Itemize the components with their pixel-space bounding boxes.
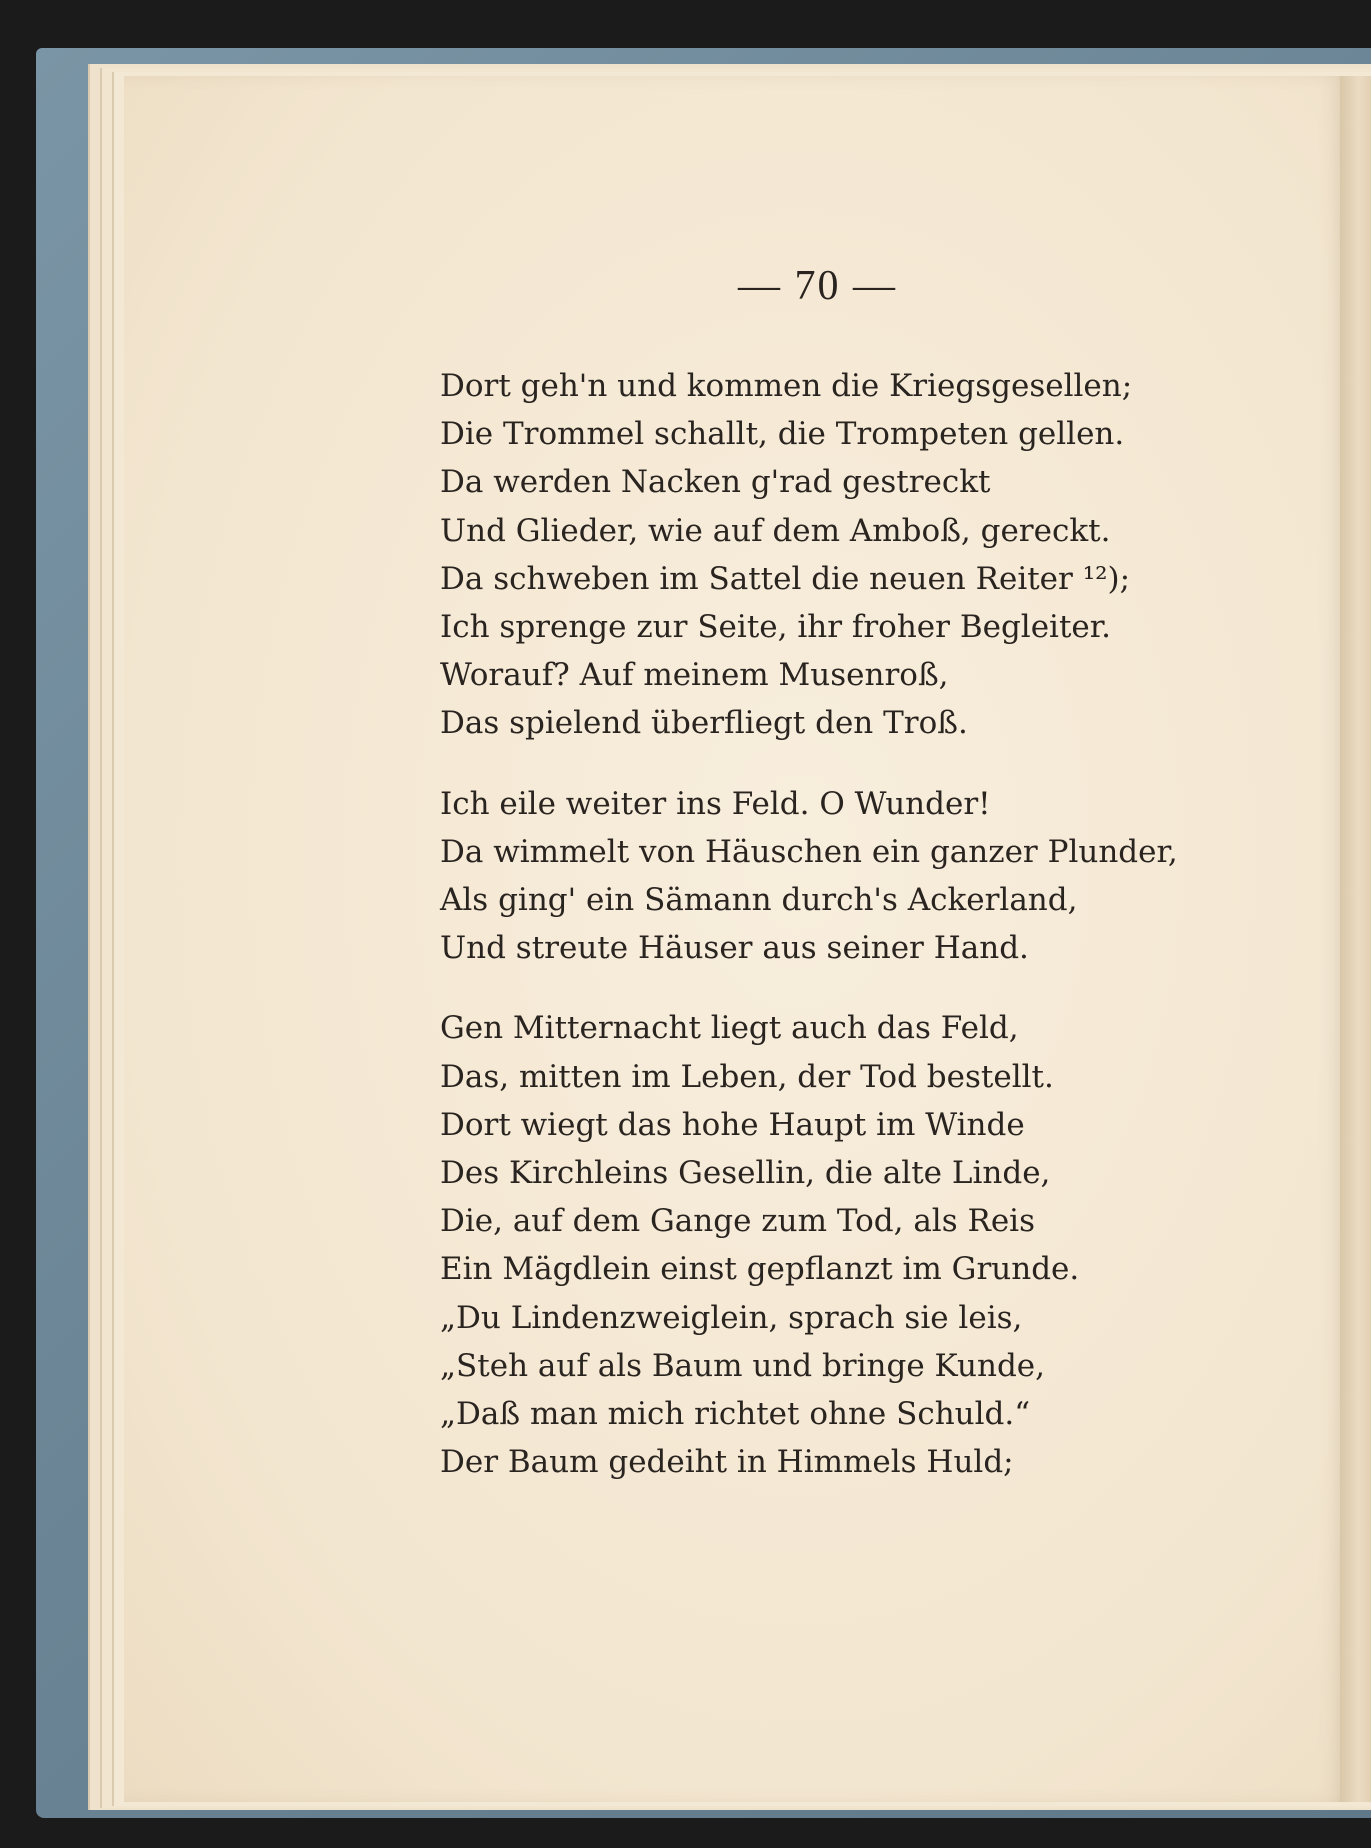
poem-line: Dort geh'n und kommen die Kriegsgesellen; [440, 368, 1133, 404]
poem-line: Ich sprenge zur Seite, ihr froher Begleiter. [440, 609, 1112, 646]
poem-line: Und Glieder, wie auf dem Amboß, gereckt. [440, 512, 1111, 549]
poem-line: Da wimmelt von Häuschen ein ganzer Plunder, [440, 833, 1178, 870]
stanza [440, 780, 1340, 973]
stanza [440, 362, 1340, 748]
poem-line: Dort wiegt das hohe Haupt im Winde [440, 1106, 1025, 1143]
poem-line: Die, auf dem Gange zum Tod, als Reis [440, 1203, 1035, 1240]
page-gutter [1340, 76, 1371, 1802]
poem-line: Und streute Häuser aus seiner Hand. [440, 930, 1029, 967]
poem-line: „Steh auf als Baum und bringe Kunde, [440, 1347, 1045, 1384]
poem-line: „Du Lindenzweiglein, sprach sie leis, [440, 1299, 1023, 1336]
poem-line: Ein Mägdlein einst gepflanzt im Grunde. [440, 1251, 1080, 1288]
poem-text [440, 362, 1340, 1518]
poem-line: Da werden Nacken g'rad gestreckt [440, 464, 991, 501]
poem-line: „Daß man mich richtet ohne Schuld.“ [440, 1396, 1031, 1433]
poem-line: Als ging' ein Sämann durch's Ackerland, [440, 882, 1078, 919]
poem-line: Das, mitten im Leben, der Tod bestellt. [440, 1058, 1054, 1095]
poem-line: Gen Mitternacht liegt auch das Feld, [440, 1010, 1019, 1047]
poem-line: Die Trommel schallt, die Trompeten gellen. [440, 416, 1125, 453]
poem-line: Der Baum gedeiht in Himmels Huld; [440, 1444, 1014, 1481]
stanza [440, 1004, 1340, 1486]
poem-line: Des Kirchleins Gesellin, die alte Linde, [440, 1155, 1051, 1192]
page-number: — 70 — [738, 263, 897, 309]
poem-line: Da schweben im Sattel die neuen Reiter ¹²); [440, 560, 1131, 597]
poem-line: Worauf? Auf meinem Musenroß, [440, 657, 949, 694]
poem-line: Ich eile weiter ins Feld. O Wunder! [440, 785, 991, 822]
poem-line: Das spielend überfliegt den Troß. [440, 705, 968, 742]
